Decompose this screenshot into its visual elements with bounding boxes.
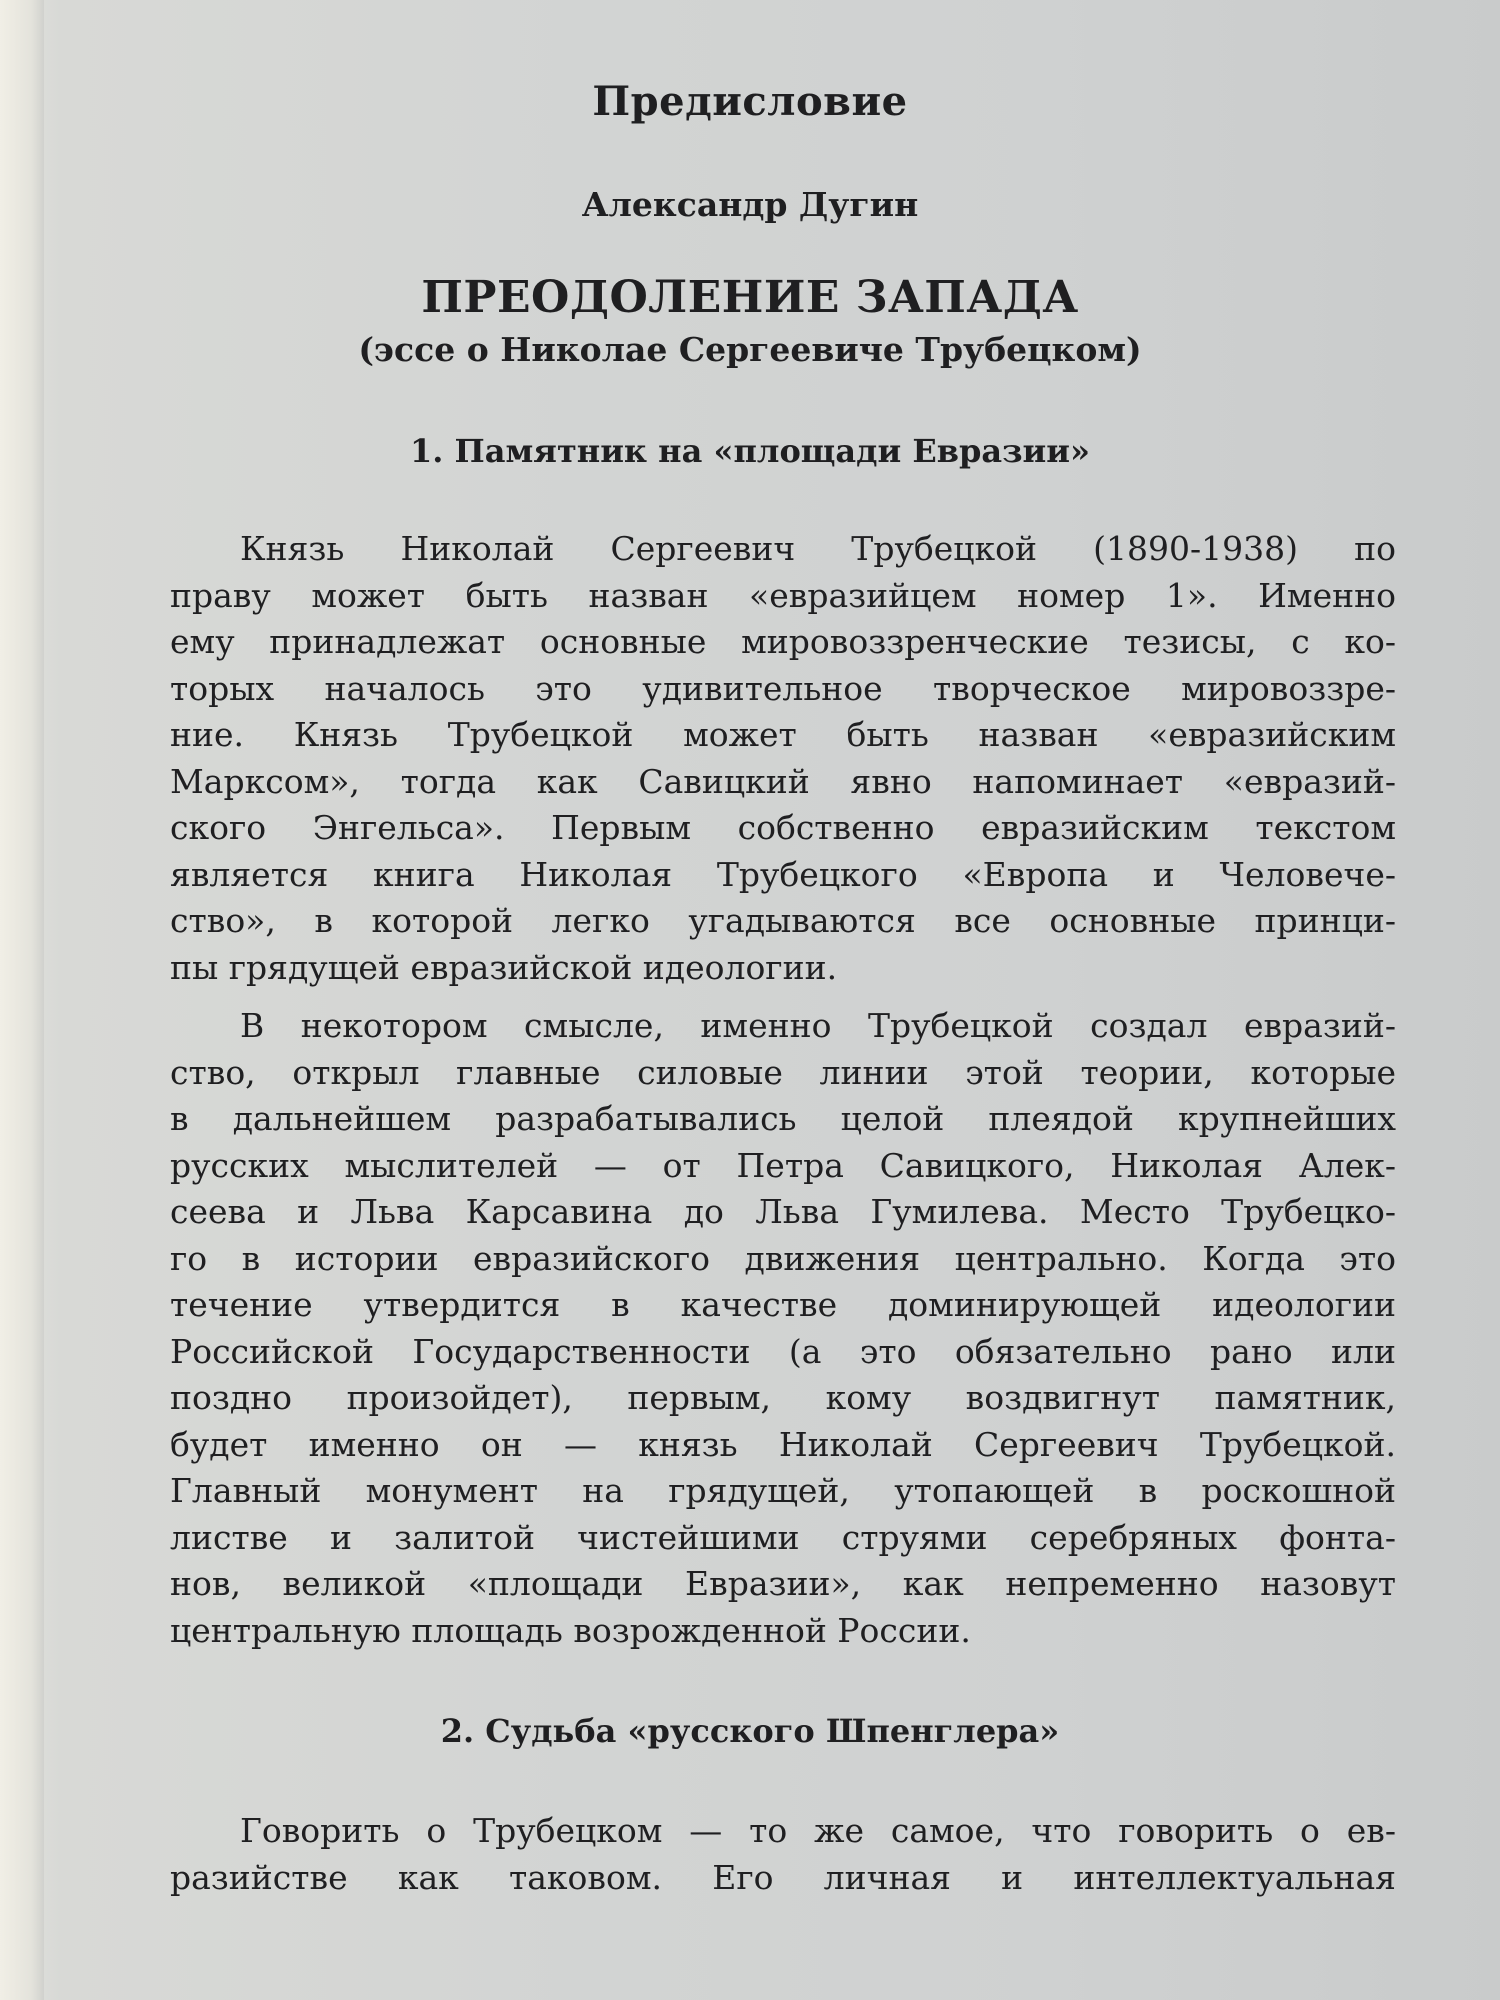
- text-line: нов, великой «площади Евразии», как непременно назовут: [170, 1564, 1396, 1603]
- text-line: листве и залитой чистейшими струями серебряных фонта-: [170, 1517, 1396, 1557]
- essay-subtitle: (эссе о Николае Сергеевиче Трубецком): [358, 330, 1142, 369]
- text-line: центральную площадь возрожденной России.: [170, 1610, 971, 1650]
- text-line: течение утвердится в качестве доминирующей идеологии: [170, 1285, 1396, 1324]
- text-line: разийстве как таковом. Его личная и интеллектуальная: [170, 1857, 1396, 1897]
- chapter-title: Предисловие: [592, 78, 908, 125]
- section-heading: 1. Памятник на «площади Евразии»: [410, 432, 1090, 470]
- text-line: Главный монумент на грядущей, утопающей в роскошной: [170, 1471, 1396, 1510]
- author-name: Александр Дугин: [581, 185, 919, 224]
- text-line: поздно произойдет), первым, кому воздвигнут памятник,: [170, 1378, 1396, 1417]
- text-line: Говорить о Трубецком — то же самое, что говорить о ев-: [240, 1811, 1396, 1850]
- text-line: ство», в которой легко угадываются все основные принци-: [170, 901, 1396, 940]
- text-line: В некотором смысле, именно Трубецкой создал евразий-: [240, 1006, 1396, 1045]
- paragraph: [170, 1808, 1396, 1901]
- text-line: ского Энгельса». Первым собственно евразийским текстом: [170, 808, 1396, 847]
- text-line: го в истории евразийского движения центрально. Когда это: [170, 1238, 1396, 1278]
- text-line: Марксом», тогда как Савицкий явно напоминает «евразий-: [170, 761, 1396, 801]
- text-line: будет именно он — князь Николай Сергеевич Трубецкой.: [170, 1424, 1396, 1464]
- text-line: Российской Государственности (а это обязательно рано или: [170, 1331, 1396, 1371]
- text-line: пы грядущей евразийской идеологии.: [170, 947, 838, 987]
- text-line: русских мыслителей — от Петра Савицкого, Николая Алек-: [170, 1145, 1396, 1185]
- section-heading: 2. Судьба «русского Шпенглера»: [440, 1712, 1060, 1750]
- text-line: ние. Князь Трубецкой может быть назван «евразийским: [170, 715, 1396, 754]
- text-line: праву может быть назван «евразийцем номер 1». Именно: [170, 575, 1396, 615]
- text-line: Князь Николай Сергеевич Трубецкой (1890-1938) по: [240, 529, 1396, 568]
- text-line: ему принадлежат основные мировоззренческие тезисы, с ко-: [170, 622, 1396, 661]
- text-line: в дальнейшем разрабатывались целой плеядой крупнейших: [170, 1099, 1396, 1138]
- paragraph: [170, 1003, 1396, 1654]
- text-line: сеева и Льва Карсавина до Льва Гумилева. Место Трубецко-: [170, 1192, 1396, 1231]
- text-line: ство, открыл главные силовые линии этой теории, которые: [170, 1052, 1396, 1092]
- text-line: торых началось это удивительное творческое мировоззре-: [170, 668, 1396, 708]
- paragraph: [170, 526, 1396, 991]
- essay-title: ПРЕОДОЛЕНИЕ ЗАПАДА: [421, 272, 1079, 323]
- text-line: является книга Николая Трубецкого «Европа и Человече-: [170, 854, 1396, 894]
